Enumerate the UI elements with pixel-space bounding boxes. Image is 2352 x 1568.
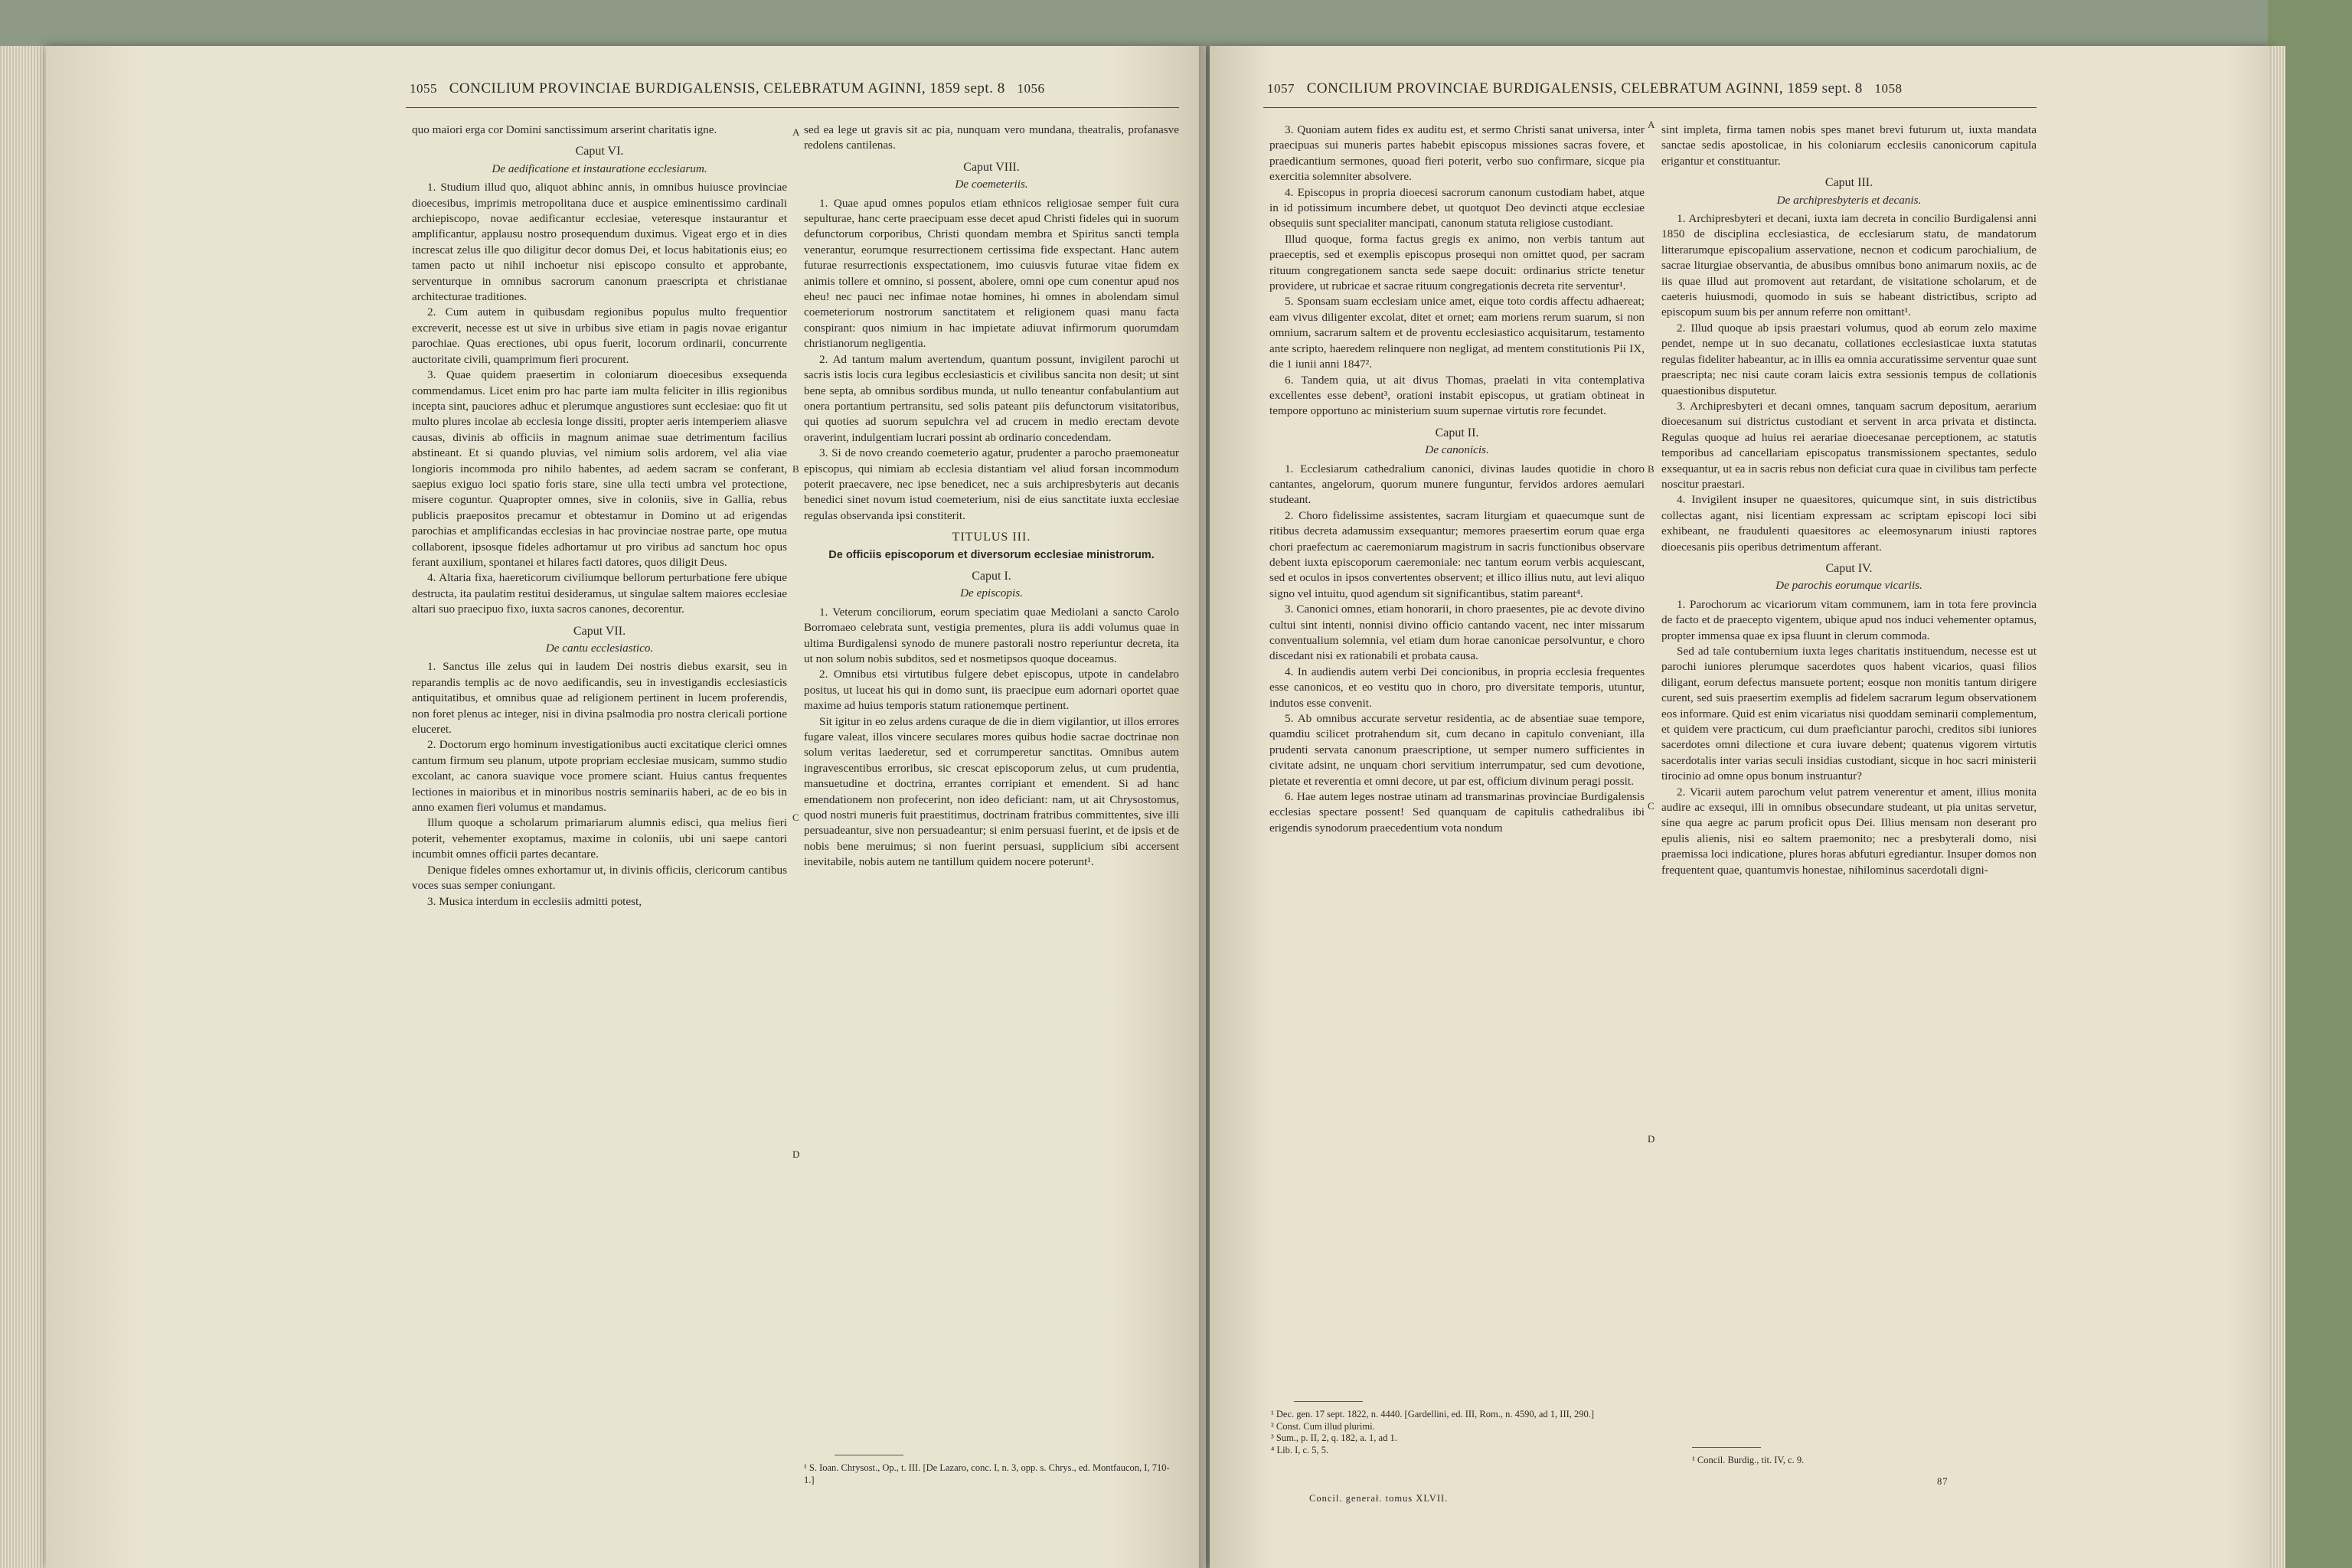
footnote: ¹ Dec. gen. 17 sept. 1822, n. 4440. [Gardellini, ed. III, Rom., n. 4590, ad 1, III, 290.] — [1271, 1409, 1595, 1419]
chapter-subtitle: De aedificatione et instauratione ecclesiarum. — [492, 162, 707, 175]
paragraph: Sed ad tale contubernium iuxta leges charitatis instituendum, necesse est ut parochi iuniores plerumque sacerdotes quos habent vicarios, quasi filios diligant, eorum defectus mansuete portent; eosque non monitis tantum dirigere curent, sed suis praesertim exemplis ad fidelem sacrarum legum observationem eos informare. Quid est enim vicariatus nisi quoddam seminarii complementum, et quidem vere practicum, cui dum praeficiantur parochi, creditos sibi iuniores sacerdotes omni dilectione et cura iuvare debent; quatenus vigorem virtutis sacerdotalis inter varias seculi insidias custodiant, sicque in hoc sacri ministerii tirocinio ad omne opus bonum instruantur? — [1661, 645, 2037, 783]
paragraph: sint impleta, firma tamen nobis spes manet brevi futurum ut, iuxta mandata sanctae sedis apostolicae, in his coloniarum ecclesiis canonicorum capitula erigantur et constituantur. — [1661, 123, 2037, 168]
chapter-heading: Caput II. — [1435, 426, 1479, 439]
paragraph: 2. Ad tantum malum avertendum, quantum possunt, invigilent parochi ut sacris istis locis cura legibus ecclesiasticis et civilibus sancita non desit; ut sint bene septa, ab omnibus sordibus munda, ut nullo teneantur confabulantium aut onera portantium pertransitu, sed solis pateant piis defunctorum visitatoribus, qui quoties ad suorum sepulchra vel ad crucem in medio erectam devote oraverint, indulgentiam lucrari possint ab ordinario concedendam. — [804, 352, 1179, 444]
paragraph: 1. Studium illud quo, aliquot abhinc annis, in omnibus huiusce provinciae dioecesibus, imprimis metropolitana duce et auspice eminentissimo cardinali archiepiscopo, novae aedificantur ecclesiae, veteresque instaurantur et amplificantur, applausu nostro prosequendum duximus. Vigeat ergo et in dies increscat zelus ille quo diligitur decor domus Dei, et locus habitationis eius; eo tamen pacto ut nihil inchoetur nisi episcopo consulto et approbante, serventurque in omnibus sacrorum canonum praescripta et christianae architecturae traditiones. — [412, 181, 787, 304]
chapter-heading: Caput VII. — [573, 624, 626, 638]
paragraph: 5. Ab omnibus accurate servetur residentia, ac de absentiae suae tempore, quamdiu scilicet protrahendum sit, cum decano in capitulo conveniant, illa prudenti servata canonum praescriptione, ut semper numero sufficientes in civitate adsint, ne unquam chori servitium interrumpatur, sed cum devotione, pietate et reverentia et omni decore, ut par est, officium divinum peragi possit. — [1269, 712, 1645, 788]
chapter-heading: Caput IV. — [1825, 561, 1873, 575]
chapter-subtitle: De coemeteriis. — [955, 178, 1028, 191]
chapter-subtitle: De cantu ecclesiastico. — [545, 642, 654, 655]
chapter-subtitle: De episcopis. — [960, 586, 1023, 600]
header-rule — [1263, 107, 2037, 108]
footnotes — [1271, 1409, 1638, 1456]
paragraph: 4. Episcopus in propria dioecesi sacrorum canonum custodiam habet, atque in id potissimum incumbere debet, ut quotquot Deo devincti atque ecclesiae obsequiis sunt specialiter mancipati, canonum statuta religiose custodiant. — [1269, 185, 1645, 230]
paragraph: 1. Ecclesiarum cathedralium canonici, divinas laudes quotidie in choro cantantes, angelorum, quorum munere funguntur, fervidos ardores aemulari studeant. — [1269, 462, 1645, 507]
paragraph: 3. Quoniam autem fides ex auditu est, et sermo Christi sanat universa, inter praecipuas sui muneris partes habebit episcopus missiones sacras fovere, et praedicantium sermones, quoad fieri poterit, verbo suo confirmare, sicque pia exercitia solemniter absolvere. — [1269, 123, 1645, 184]
running-title: CONCILIUM PROVINCIAE BURDIGALENSIS, CELEBRATUM AGINNI, 1859 sept. 8 — [449, 80, 1005, 96]
footnote: ³ Sum., p. II, 2, q. 182, a. 1, ad 1. — [1271, 1432, 1397, 1443]
paragraph: 2. Omnibus etsi virtutibus fulgere debet episcopus, utpote in candelabro positus, ut luceat his qui in domo sunt, iis praecipue eum adornari oportet quae maxime ad huius temporis statum rationemque pertinent. — [804, 668, 1179, 713]
paragraph: 2. Vicarii autem parochum velut patrem venerentur et ament, illius monita audire ac exsequi, illi in omnibus obsecundare studeant, ut pia unitas servetur, sine qua aegre ac parum proficit opus Dei. Illius mensam non deserant pro epulis alienis, nisi eo saltem praemonito; nec a presbyterali domo, nisi praemissa loci indicatione, plures horas abfuturi egrediantur. Insuper domos non frequentent quae, quantumvis honestae, nihilominus sacerdotali digni- — [1661, 785, 2037, 877]
chapter-heading: Caput VI. — [575, 145, 624, 158]
left-page — [46, 46, 1206, 1568]
paragraph: 4. Invigilent insuper ne quaesitores, quicumque sint, in suis districtibus collectas agant, nisi licentiam expressam ac scriptam episcopi loci sibi exhibeant, ne fraudulenti quaesitores ac eleemosynarum iniusti raptores dioecesanis piis operibus detrimentum afferant. — [1661, 493, 2037, 554]
paragraph: 5. Sponsam suam ecclesiam unice amet, eique toto cordis affectu adhaereat; eam vivus diligenter excolat, ditet et ornet; eam moriens rerum suarum, si non omnium, sacrarum saltem et de proventu ecclesiastico acquisitarum, testamento ante scripto, haeredem relinquere non negligat, ad mentem constitutionis Pii IX, die 1 iunii anni 1847². — [1269, 295, 1645, 371]
footnote: ⁴ Lib. I, c. 5, 5. — [1271, 1444, 1329, 1455]
chapter-heading: Caput VIII. — [963, 160, 1020, 174]
footnote-rule — [1692, 1447, 1761, 1448]
margin-letter: C — [792, 812, 799, 823]
paragraph: 6. Hae autem leges nostrae utinam ad transmarinas provinciae Burdigalensis ecclesias spectare possent! Sed quanquam de capitulis cathedralibus ibi erigendis synodorum praecedentium vota nondum — [1269, 790, 1645, 835]
paragraph: 2. Choro fidelissime assistentes, sacram liturgiam et quaecumque sunt de ritibus decreta adamussim exsequantur; memores praesertim eorum quae erga chori praefectum ac caeremoniarum magistrum in sacris functionibus observare debent iuxta episcoporum caeremoniale: nec tantum eorum verbis acquiescant, sed et oculos in ipsos convertentes observent; et illico illius nutu, aut levi aliquo signo vel intuitu, quod agendum sit significantibus, statim pareant⁴. — [1269, 508, 1645, 600]
paragraph: sed ea lege ut gravis sit ac pia, nunquam vero mundana, theatralis, profanasve redolens cantilenas. — [804, 123, 1179, 152]
margin-letter: D — [792, 1148, 800, 1160]
signature-number: 87 — [1937, 1476, 1949, 1487]
header-rule — [406, 107, 1179, 108]
paragraph: 3. Musica interdum in ecclesiis admitti potest, — [427, 894, 642, 908]
margin-letter: A — [792, 126, 800, 138]
titulus-subtitle: De officiis episcoporum et diversorum ecclesiae ministrorum. — [828, 548, 1155, 561]
left-page-column-1 — [412, 122, 787, 910]
footnote: ¹ S. Ioan. Chrysost., Op., t. III. [De Lazaro, conc. I, n. 3, opp. s. Chrys., ed. Montfaucon, I, 710-1.] — [804, 1462, 1170, 1485]
paragraph: 3. Si de novo creando coemeterio agatur, prudenter a parocho praemoneatur episcopus, qui nimiam ab ecclesia distantiam vel aliud forsan incommodum poterit praecavere, nec ipse benedicet, nec a suis archipresbyteris aut decanis benedici sinet novum istud coemeterium, nisi de eius sanctitate iuxta ecclesiae regulas observanda ipsi constiterit. — [804, 446, 1179, 522]
page-number-1055: 1055 — [410, 81, 437, 96]
paragraph: 3. Archipresbyteri et decani omnes, tanquam sacrum depositum, aerarium dioecesanum sui districtus custodiant et servent in arca privata et distincta. Regulas quoque ad huius rei aerariae dioecesanae perceptionem, ac statutis temporibus ad cancellariam episcopatus transmissionem spectantes, sedulo exsequantur, ut ea in sacris rebus non deficiat cura quae in civilibus tam perfecte noscitur praestari. — [1661, 399, 2037, 491]
margin-letter: B — [792, 463, 799, 475]
footnotes — [804, 1462, 1179, 1486]
paragraph: 4. Altaria fixa, haereticorum civiliumque bellorum perturbatione fere ubique destructa, ita paulatim restitui desideramus, ut singulae saltem maiores ecclesiae altari suo praecipuo fixo, iuxta sacros canones, decorentur. — [412, 571, 787, 616]
paragraph: 6. Tandem quia, ut ait divus Thomas, praelati in vita contemplativa excellentes esse debent³, orationi instabit episcopus, ut gratiam obtineat in tempore opportuno ac ministerium suum supernae virtutis rore fecundet. — [1269, 373, 1645, 418]
chapter-heading: Caput I. — [972, 569, 1011, 583]
right-page-column-1 — [1269, 122, 1645, 836]
paragraph: 1. Veterum conciliorum, eorum speciatim quae Mediolani a sancto Carolo Borromaeo celebrata sunt, vestigia prementes, plura iis addi volumus quae in ultima Burdigalensi synodo de munere pastorali nostro reperiuntur decreta, ita ut non solum nobis subditos, sed et nosmetipsos quoque doceamus. — [804, 605, 1179, 665]
right-page — [1210, 46, 2270, 1568]
paragraph: Sit igitur in eo zelus ardens curaque de die in diem vigilantior, ut illos errores fugare valeat, illos vincere seculares mores quibus hodie sacrae doctrinae non solum veritas laederetur, sed et corrumperetur sanctitas. Omnibus autem ingravescentibus erroribus, sic crescat episcoporum zelus, ut cum prudentia, mansuetudine et doctrina, errantes corripiant et emendent. Si ad hanc emendationem non profecerint, non ideo deficiant: nam, ut ait Chrysostomus, quod nostri muneris fuit praestitimus, doctrinam fratribus committentes, sive illi persuadeantur, sive non persuadeantur; si enim persuasi fuerint, et de ipsis et de nobis bene meruimus; si non fuerint persuasi, supplicium sibi accersent inevitabile, nobis autem ne tantillum quidem nocere poterunt¹. — [804, 714, 1179, 869]
margin-letter: D — [1648, 1133, 1655, 1145]
left-page-column-2 — [804, 122, 1179, 871]
paragraph: 4. In audiendis autem verbi Dei concionibus, in propria ecclesia frequentes esse canonicos, et eo vestitu quo in choro, pro diversitate temporis, utuntur, indutos esse convenit. — [1269, 665, 1645, 710]
margin-letter: A — [1648, 119, 1655, 130]
chapter-heading: Caput III. — [1824, 176, 1873, 190]
paragraph: quo maiori erga cor Domini sanctissimum arserint charitatis igne. — [412, 123, 717, 136]
paragraph: 1. Quae apud omnes populos etiam ethnicos religiosae semper fuit cura sepulturae, hanc certe praecipuam esse decet apud Christi fideles qui in suorum defunctorum corporibus, Christi quondam membra et Spiritus sancti templa venerantur, eorumque resurrectionem certissima fide exspectant. Hanc autem futurae resurrectionis exspectationem, imo cuiusvis futurae vitae fidem ex animis tollere et omnino, si possent, abolere, omni ope cum conentur apud nos eheu! nec pauci nec infimae notae homines, hi omnes in abolendam simul coemeteriorum nostrorum sanctitatem et religionem quasi manu facta conspirant: quos nimium in hac impietate adiuvat infirmorum quorumdam christianorum negligentia. — [804, 196, 1179, 351]
paragraph: 2. Doctorum ergo hominum investigationibus aucti excitatique clerici omnes cantum firmum seu planum, utpote propriam ecclesiae musicam, summo studio excolant, ac canora suavique voce promere sciant. Huius cantus frequentes lectiones in maioribus et in minoribus nostris seminariis haberi, ac de eo bis in anno examen fieri volumus et mandamus. — [412, 738, 787, 815]
paragraph: 3. Quae quidem praesertim in coloniarum dioecesibus exsequenda commendamus. Licet enim pro hac parte iam multa feliciter in illis regionibus incepta sint, pauciores adhuc et plerumque angustiores sunt ecclesiae: quo fit ut multo plures incolae ab ecclesia longe dissiti, propter aeris intemperiem aliasve causas, divinis ab officiis in magnum animae suae detrimentum facilius abstineant. Et si quando pluvias, vel nimium solis ardorem, vel alia viae longioris incommoda pro nihilo habentes, ad aedem sacram se conferant, saepius exiguo loci spatio foris stare, sine ulla tecti umbra vel protectione, misere coguntur. Quapropter omnes, sive in coloniis, sive in Gallia, rebus publicis praepositos precamur et obtestamur in Domino ut ad erigendas parochias et amplificandas ecclesias in hac provinciae nostrae parte, ope mutua collaborent, ipsosque fideles adhortamur ut pro viribus ad sanctum hoc opus ferant auxilium, spontanei et hilares facti datores, quos diligit Deus. — [412, 368, 787, 569]
chapter-subtitle: De archipresbyteris et decanis. — [1776, 193, 1922, 207]
right-page-column-2 — [1661, 122, 2037, 878]
page-number-1056: 1056 — [1017, 81, 1045, 96]
footnote: ² Const. Cum illud plurimi. — [1271, 1420, 1375, 1432]
page-number-1057: 1057 — [1267, 81, 1295, 96]
margin-letter: C — [1648, 800, 1655, 812]
chapter-subtitle: De canonicis. — [1425, 443, 1489, 457]
paragraph: Illum quoque a scholarum primariarum alumnis edisci, qua melius fieri poterit, vehementer exoptamus, maxime in coloniis, ubi uni saepe cantori incumbit omnes officii partes decantare. — [412, 816, 787, 861]
chapter-subtitle: De parochis eorumque vicariis. — [1775, 579, 1922, 593]
paragraph: 3. Canonici omnes, etiam honorarii, in choro praesentes, pie ac devote divino cultui sint intenti, nonnisi divino officio cantando vacent, nec inter missarum conventualium solemnia, vel etiam dum horae canonicae persolvuntur, e choro discedant nisi ex rationabili et probata causa. — [1269, 603, 1645, 663]
paragraph: 1. Archipresbyteri et decani, iuxta iam decreta in concilio Burdigalensi anni 1850 de disciplina ecclesiastica, de ecclesiarum statu, de mandatorum litterarumque episcopalium asservatione, necnon et codicum parochialium, de sacrae liturgiae observantia, de abusibus omnibus bono animarum noxiis, ac de iis quae illud aut promovent aut retardant, de visitatione scholarum, et de caeteris huiusmodi, quomodo in suis se habeant districtibus, scripto ad episcopum suum bis per annum referre non omittant¹. — [1661, 212, 2037, 319]
left-page-header — [410, 80, 1044, 97]
paragraph: Illud quoque, forma factus gregis ex animo, non verbis tantum aut praeceptis, sed et exemplis episcopus prosequi non omittet quod, per sacram rituum congregationem sancta sede saepe docuit: ordinarius stricte tenetur providere, ut rubricae et sacrae rituum congregationis decreta rite serventur¹. — [1269, 232, 1645, 293]
paragraph: 2. Cum autem in quibusdam regionibus populus multo frequentior excreverit, necesse est ut sive in urbibus sive etiam in pagis novae erigantur parochiae. Quas erectiones, ubi opus fuerit, locorum ordinarii, concurrente auctoritate civili, quamprimum fieri procurent. — [412, 305, 787, 366]
running-title: CONCILIUM PROVINCIAE BURDIGALENSIS, CELEBRATUM AGINNI, 1859 sept. 8 — [1306, 80, 1863, 96]
footnote-rule — [1294, 1401, 1363, 1402]
paragraph: 2. Illud quoque ab ipsis praestari volumus, quod ab eorum zelo maxime pendet, nempe ut in suo decanatu, collationes ecclesiasticae iuxta statutas regulas fideliter habeantur, ac in illis ea omnia accuratissime serventur quae sunt praescripta; nec nisi caute coram laicis extra sessionis tempus de collationis quaestionibus disputetur. — [1661, 321, 2037, 397]
book-page-edges-left — [0, 46, 46, 1568]
footnotes — [1692, 1455, 2044, 1467]
margin-letter: B — [1648, 463, 1655, 475]
page-number-1058: 1058 — [1874, 81, 1903, 96]
signature-line: Concil. generał. tomus XLVII. — [1309, 1493, 1449, 1504]
book-page-edges-right — [2270, 46, 2285, 1568]
paragraph: Denique fideles omnes exhortamur ut, in divinis officiis, clericorum cantibus voces suas semper coniungant. — [412, 863, 787, 893]
right-page-header — [1267, 80, 1902, 97]
titulus-heading: TITULUS III. — [952, 531, 1031, 544]
footnote: ¹ Concil. Burdig., tit. IV, c. 9. — [1692, 1455, 1805, 1465]
paragraph: 1. Parochorum ac vicariorum vitam communem, iam in tota fere provincia de facto et de praecepto vigentem, ubique apud nos induci vehementer optamus, propter immensa quae ex ipsa fluunt in clerum commoda. — [1661, 597, 2037, 642]
paragraph: 1. Sanctus ille zelus qui in laudem Dei nostris diebus exarsit, seu in reparandis templis ac de novo aedificandis, seu in investigandis ecclesiasticis antiquitatibus, et omnibus quae ad religionem pertinent in lucem proferendis, non foret plenus ac integer, nisi in divina psalmodia pro nostra clericali portione eluceret. — [412, 660, 787, 737]
